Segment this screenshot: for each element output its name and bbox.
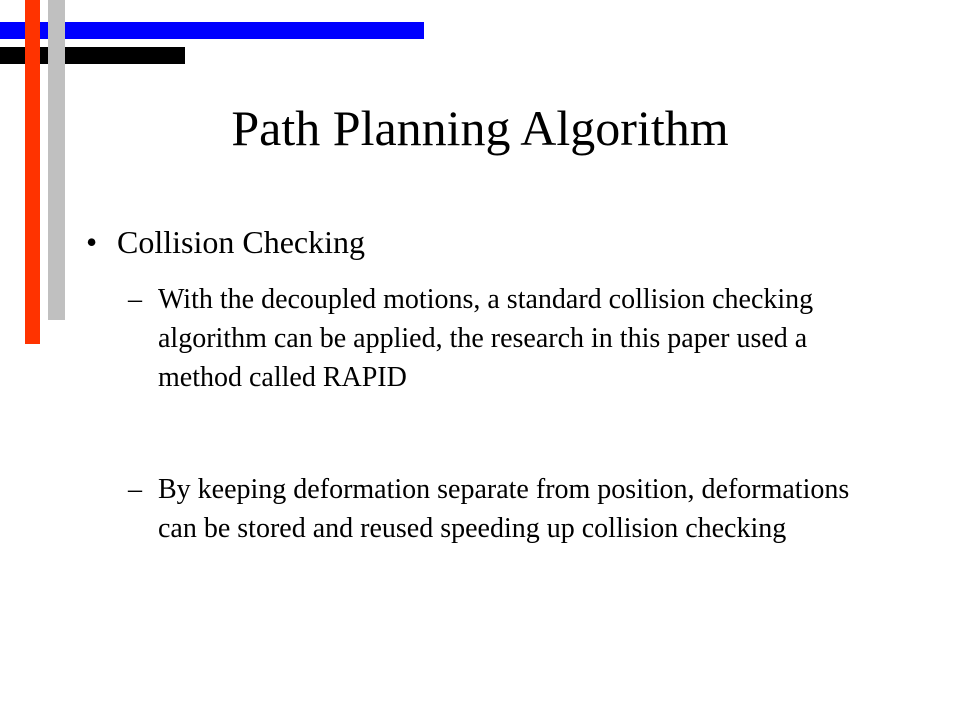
sub-bullet-item bbox=[128, 280, 888, 397]
bullet-item bbox=[86, 220, 365, 264]
slide-title: Path Planning Algorithm bbox=[231, 100, 729, 156]
decorative-gray-bar bbox=[48, 0, 65, 320]
decorative-red-bar bbox=[25, 0, 40, 344]
sub-bullet-item bbox=[128, 470, 888, 548]
bullet-marker: • bbox=[86, 224, 98, 260]
sub-bullet-text: With the decoupled motions, a standard collision checking algorithm can be applied, the research in this paper used a method called RAPID bbox=[158, 284, 814, 393]
bullet-text: Collision Checking bbox=[117, 224, 365, 260]
sub-bullet-marker: – bbox=[128, 284, 142, 315]
sub-bullet-marker: – bbox=[128, 474, 142, 505]
sub-bullet-text: By keeping deformation separate from position, deformations can be stored and reused speeding up collision checking bbox=[158, 474, 850, 544]
